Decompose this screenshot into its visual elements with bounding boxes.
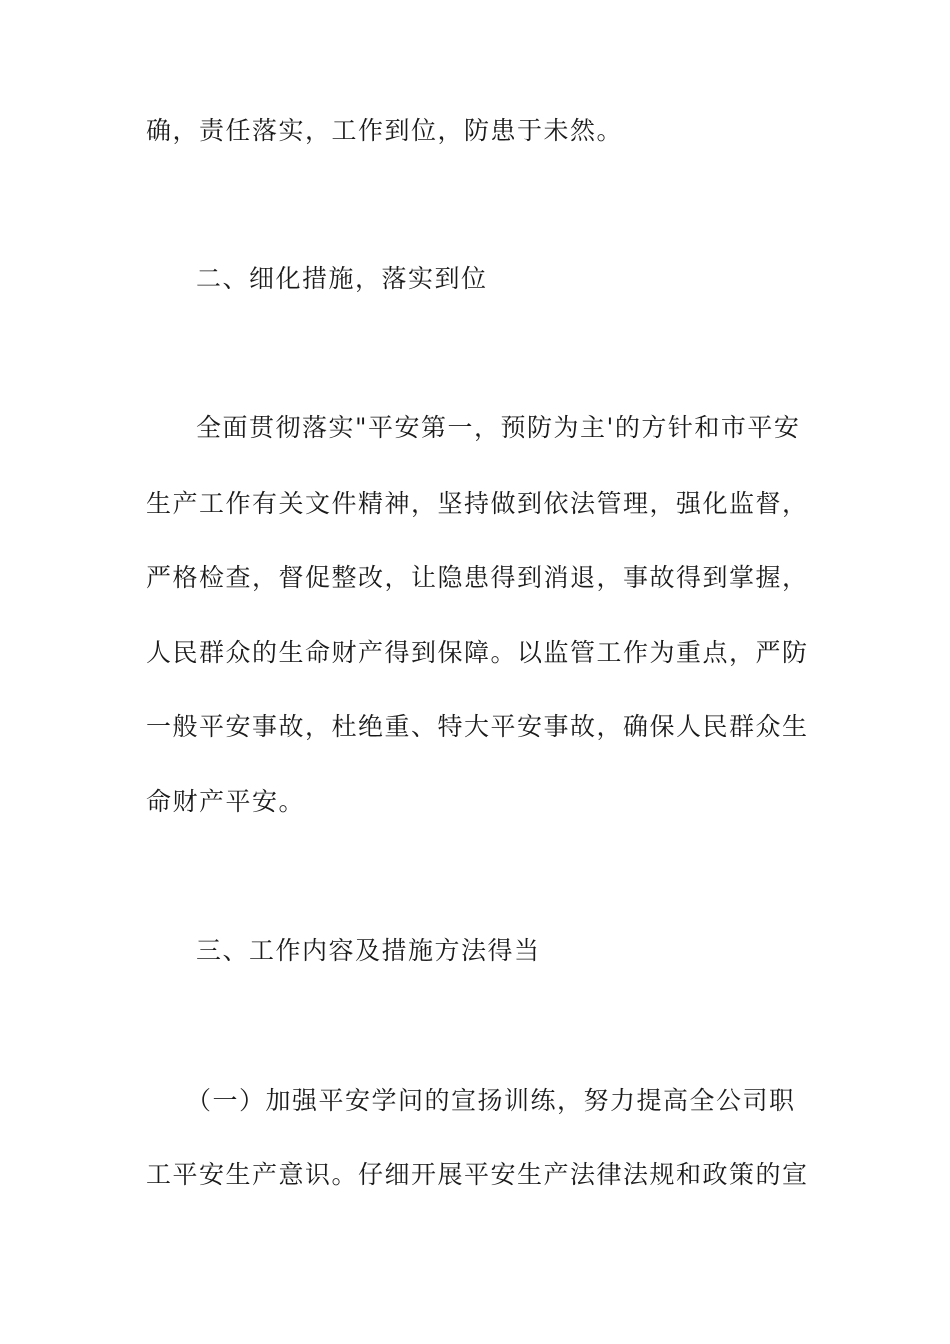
paragraph-line: 一般平安事故，杜绝重、特大平安事故，确保人民群众生	[146, 712, 809, 741]
section-heading: 三、工作内容及措施方法得当	[196, 936, 541, 965]
paragraph-line: （一）加强平安学问的宣扬训练，努力提高全公司职	[186, 1086, 796, 1115]
section-heading: 二、细化措施，落实到位	[196, 264, 488, 293]
paragraph-line: 生产工作有关文件精神，坚持做到依法管理，强化监督，	[146, 489, 809, 518]
paragraph-line: 人民群众的生命财产得到保障。以监管工作为重点，严防	[146, 638, 809, 667]
paragraph-line: 全面贯彻落实"平安第一，预防为主'的方针和市平安	[196, 413, 801, 442]
paragraph-line: 严格检查，督促整改，让隐患得到消退，事故得到掌握，	[146, 563, 809, 592]
paragraph-line: 命财产平安。	[146, 787, 306, 816]
paragraph-line: 工平安生产意识。仔细开展平安生产法律法规和政策的宣	[146, 1160, 809, 1189]
paragraph-line: 确，责任落实，工作到位，防患于未然。	[146, 116, 624, 145]
